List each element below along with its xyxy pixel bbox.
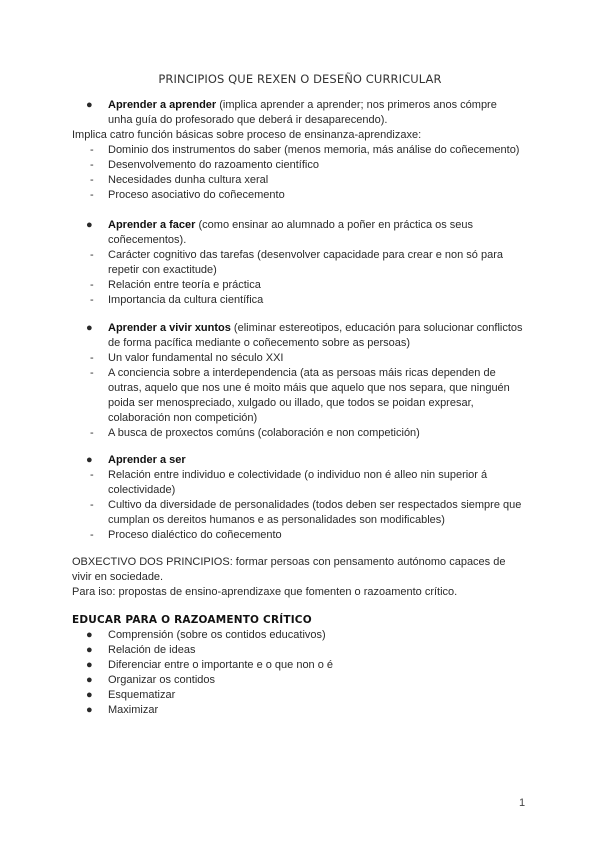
list-item: Esquematizar (108, 689, 176, 701)
bullet-icon: ● (86, 454, 93, 466)
dash-icon: - (90, 279, 94, 291)
section-heading-cont: de forma pacífica mediante o coñecemento sobre as persoas) (108, 337, 411, 349)
list-item-cont: poida ser menospreciado, xulgado ou illado, que todos se poidan expresar, (108, 397, 474, 409)
list-item: Un valor fundamental no século XXI (108, 352, 284, 364)
list-item-cont: cumplan os dereitos humanos e as personalidades son modificables) (108, 514, 445, 526)
list-item: Diferenciar entre o importante e o que non o é (108, 659, 334, 671)
list-item: Importancia da cultura científica (108, 294, 264, 306)
list-item: Relación de ideas (108, 644, 196, 656)
list-item: Maximizar (108, 704, 159, 716)
list-item: Proceso asociativo do coñecemento (108, 189, 285, 201)
bullet-icon: ● (86, 219, 93, 231)
bullet-icon: ● (86, 674, 93, 686)
objective-text-cont: vivir en sociedade. (72, 571, 164, 583)
list-item-cont: repetir con exactitude) (108, 264, 217, 276)
dash-icon: - (90, 159, 94, 171)
dash-icon: - (90, 427, 94, 439)
bullet-icon: ● (86, 689, 93, 701)
list-item: Necesidades dunha cultura xeral (108, 174, 269, 186)
dash-icon: - (90, 144, 94, 156)
bullet-icon: ● (86, 629, 93, 641)
list-item: A conciencia sobre a interdependencia (ata as persoas máis ricas dependen de (108, 367, 496, 379)
list-item: Proceso dialéctico do coñecemento (108, 529, 282, 541)
dash-icon: - (90, 189, 94, 201)
bullet-icon: ● (86, 322, 93, 334)
section-heading: Aprender a ser (108, 454, 186, 466)
dash-icon: - (90, 529, 94, 541)
list-item: Comprensión (sobre os contidos educativos) (108, 629, 326, 641)
list-item: Relación entre individuo e colectividade (o individuo non é alleo nin superior á (108, 469, 488, 481)
list-item: Relación entre teoría e práctica (108, 279, 261, 291)
dash-icon: - (90, 352, 94, 364)
bullet-icon: ● (86, 644, 93, 656)
list-item-cont: outras, aquelo que nos une é moito máis que aquelo que nos separa, que ninguén (108, 382, 510, 394)
section-heading-critical: EDUCAR PARA O RAZOAMENTO CRÍTICO (72, 614, 312, 626)
dash-icon: - (90, 469, 94, 481)
section-heading: Aprender a vivir xuntos (eliminar estereotipos, educación para solucionar conflictos (108, 322, 523, 334)
section-intro: Implica catro función básicas sobre proceso de ensinanza-aprendizaxe: (72, 129, 422, 141)
dash-icon: - (90, 174, 94, 186)
list-item: A busca de proxectos comúns (colaboración e non competición) (108, 427, 420, 439)
list-item: Cultivo da diversidade de personalidades (todos deben ser respectados siempre que (108, 499, 522, 511)
list-item-cont: colaboración non competición) (108, 412, 258, 424)
dash-icon: - (90, 249, 94, 261)
dash-icon: - (90, 367, 94, 379)
dash-icon: - (90, 294, 94, 306)
dash-icon: - (90, 499, 94, 511)
bullet-icon: ● (86, 99, 93, 111)
list-item: Organizar os contidos (108, 674, 215, 686)
section-heading-cont: unha guía do profesorado que deberá ir desaparecendo). (108, 114, 388, 126)
bullet-icon: ● (86, 704, 93, 716)
page-number: 1 (519, 797, 526, 809)
objective-text: OBXECTIVO DOS PRINCIPIOS: formar persoas con pensamento autónomo capaces de (72, 556, 506, 568)
bullet-icon: ● (86, 659, 93, 671)
section-heading: Aprender a aprender (implica aprender a aprender; nos primeros anos cómpre (108, 99, 497, 111)
section-heading: Aprender a facer (como ensinar ao alumnado a poñer en práctica os seus (108, 219, 474, 231)
section-heading-cont: coñecementos). (108, 234, 187, 246)
list-item: Carácter cognitivo das tarefas (desenvolver capacidade para crear e non só para (108, 249, 504, 261)
list-item-cont: colectividade) (108, 484, 176, 496)
page-title: PRINCIPIOS QUE REXEN O DESEÑO CURRICULAR (158, 72, 442, 86)
objective-purpose: Para iso: propostas de ensino-aprendizaxe que fomenten o razoamento crítico. (72, 586, 458, 598)
list-item: Dominio dos instrumentos do saber (menos memoria, más análise do coñecemento) (108, 144, 520, 156)
list-item: Desenvolvemento do razoamento científico (108, 159, 319, 171)
